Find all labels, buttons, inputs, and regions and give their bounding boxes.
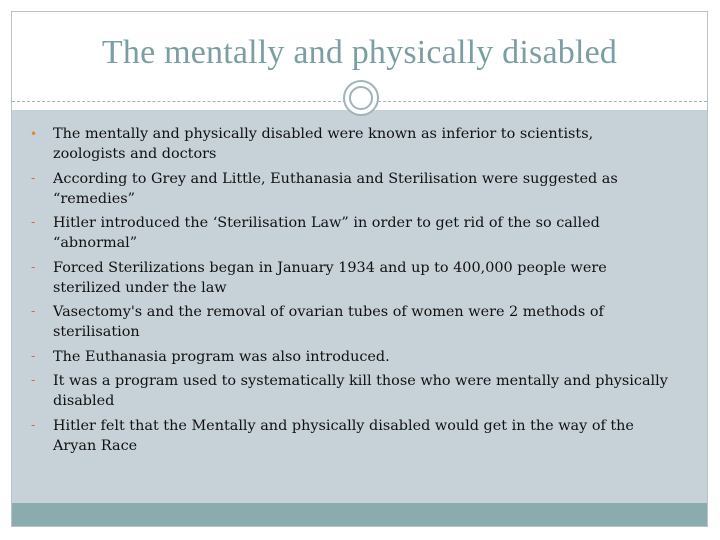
list-item bbox=[30, 124, 670, 164]
bullet-text: The Euthanasia program was also introduced. bbox=[53, 348, 390, 365]
slide-title: The mentally and physically disabled bbox=[101, 34, 618, 71]
list-item bbox=[30, 302, 670, 342]
list-item bbox=[30, 258, 670, 298]
bullet-dash-icon: - bbox=[31, 304, 36, 319]
bullet-text: Hitler felt that the Mentally and physically disabled would get in the way of the Aryan Race bbox=[53, 417, 634, 454]
list-item bbox=[30, 347, 670, 367]
slide-frame bbox=[11, 11, 708, 527]
bullet-text: The mentally and physically disabled were known as inferior to scientists, zoologists and doctors bbox=[53, 126, 594, 162]
bullet-dot-icon: • bbox=[30, 127, 38, 141]
list-item bbox=[30, 416, 670, 456]
circle-ornament-icon bbox=[343, 80, 379, 116]
circle-ornament-inner bbox=[349, 86, 373, 110]
bullet-text: Forced Sterilizations began in January 1934 and up to 400,000 people were sterilized under the law bbox=[53, 259, 607, 296]
list-item bbox=[30, 371, 670, 411]
bullet-dash-icon: - bbox=[31, 373, 36, 388]
bullet-dash-icon: - bbox=[31, 259, 36, 275]
bottom-band bbox=[12, 503, 707, 527]
bullet-text: Vasectomy's and the removal of ovarian tubes of women were 2 methods of sterilisation bbox=[53, 304, 604, 340]
content-area bbox=[12, 110, 707, 503]
bullet-dash-icon: - bbox=[31, 417, 36, 433]
list-item bbox=[30, 169, 670, 209]
bullet-dash-icon: - bbox=[31, 348, 36, 364]
bullet-dash-icon: - bbox=[31, 215, 36, 230]
bullet-list bbox=[30, 124, 670, 460]
bullet-text: Hitler introduced the ‘Sterilisation Law” in order to get rid of the so called “abnormal” bbox=[53, 215, 600, 251]
bullet-text: It was a program used to systematically kill those who were mentally and physically disabled bbox=[53, 373, 668, 409]
bullet-dash-icon: - bbox=[31, 170, 36, 186]
list-item bbox=[30, 213, 670, 253]
bullet-text: According to Grey and Little, Euthanasia and Sterilisation were suggested as “remedies” bbox=[53, 170, 618, 207]
